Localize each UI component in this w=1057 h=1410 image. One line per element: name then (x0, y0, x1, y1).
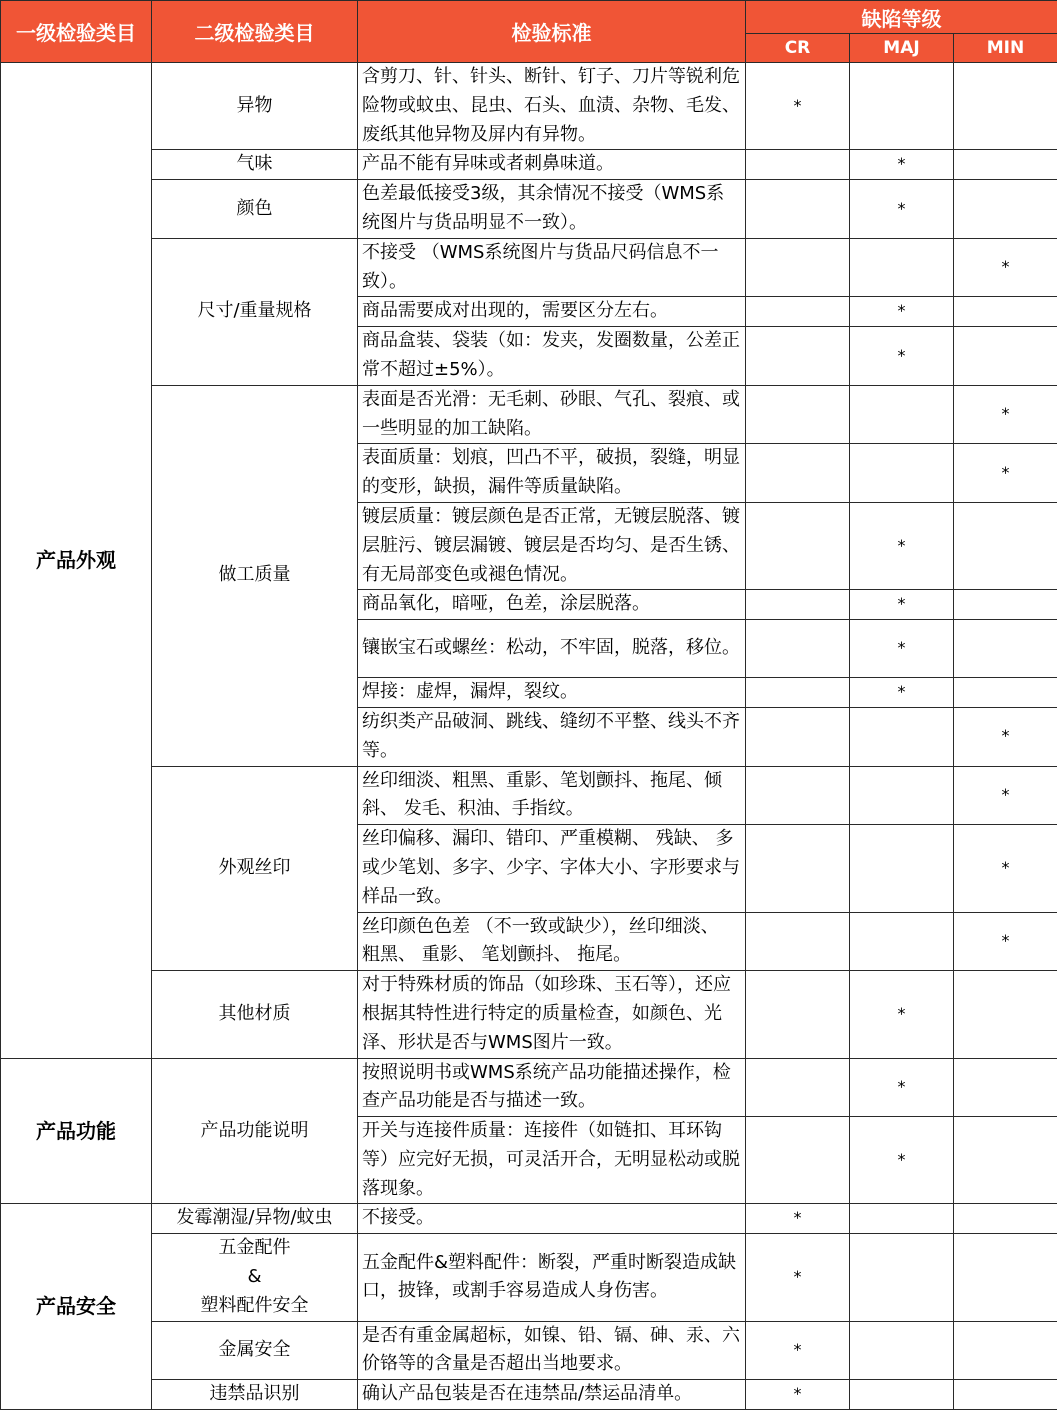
standard-text: 镶嵌宝石或螺丝：松动，不牢固，脱落，移位。 (358, 620, 746, 678)
table-row (1, 150, 1057, 180)
min-mark (954, 678, 1057, 708)
standard-text: 表面质量：划痕，凹凸不平，破损，裂缝，明显的变形，缺损，漏件等质量缺陷。 (358, 444, 746, 503)
cr-mark (746, 825, 850, 912)
table-row (1, 1204, 1057, 1234)
cr-mark (746, 385, 850, 444)
category-safety: 产品安全 (1, 1204, 152, 1410)
cr-mark (746, 678, 850, 708)
standard-text: 是否有重金属超标，如镍、铅、镉、砷、汞、六价铬等的含量是否超出当地要求。 (358, 1321, 746, 1380)
min-mark (954, 327, 1057, 386)
subcategory-color: 颜色 (152, 180, 358, 239)
cr-mark: * (746, 1234, 850, 1321)
table-row (1, 766, 1057, 825)
category-function: 产品功能 (1, 1058, 152, 1204)
subcategory-function-desc: 产品功能说明 (152, 1058, 358, 1204)
maj-mark (850, 1234, 954, 1321)
maj-mark (850, 1321, 954, 1380)
maj-mark: * (850, 678, 954, 708)
maj-mark (850, 385, 954, 444)
subcategory-line: & (152, 1263, 357, 1292)
cr-mark (746, 912, 850, 971)
standard-text: 商品氧化，暗哑，色差，涂层脱落。 (358, 590, 746, 620)
standard-text: 不接受 （WMS系统图片与货品尺码信息不一致）。 (358, 238, 746, 297)
subcategory-prohibited: 违禁品识别 (152, 1380, 358, 1410)
table-row (1, 1234, 1057, 1321)
header-level1: 一级检验类目 (1, 1, 152, 63)
cr-mark (746, 150, 850, 180)
standard-text: 镀层质量：镀层颜色是否正常，无镀层脱落、镀层脏污、镀层漏镀、镀层是否均匀、是否生锈、有无局部变色或褪色情况。 (358, 502, 746, 589)
maj-mark (850, 825, 954, 912)
min-mark (954, 1204, 1057, 1234)
subcategory-other-material: 其他材质 (152, 971, 358, 1058)
standard-text: 焊接：虚焊，漏焊，裂纹。 (358, 678, 746, 708)
min-mark (954, 1321, 1057, 1380)
cr-mark (746, 707, 850, 766)
maj-mark: * (850, 1058, 954, 1117)
maj-mark: * (850, 180, 954, 239)
maj-mark (850, 1380, 954, 1410)
min-mark (954, 590, 1057, 620)
header-min: MIN (954, 34, 1057, 63)
subcategory-smell: 气味 (152, 150, 358, 180)
cr-mark: * (746, 1204, 850, 1234)
cr-mark: * (746, 1321, 850, 1380)
min-mark (954, 297, 1057, 327)
subcategory-line: 塑料配件安全 (152, 1292, 357, 1321)
min-mark (954, 63, 1057, 150)
cr-mark: * (746, 1380, 850, 1410)
standard-text: 表面是否光滑：无毛刺、砂眼、气孔、裂痕、或一些明显的加工缺陷。 (358, 385, 746, 444)
maj-mark: * (850, 297, 954, 327)
subcategory-workmanship: 做工质量 (152, 385, 358, 766)
subcategory-foreign: 异物 (152, 63, 358, 150)
min-mark (954, 502, 1057, 589)
maj-mark (850, 238, 954, 297)
maj-mark (850, 707, 954, 766)
standard-text: 不接受。 (358, 1204, 746, 1234)
table-row (1, 1380, 1057, 1410)
min-mark: * (954, 385, 1057, 444)
standard-text: 纺织类产品破洞、跳线、缝纫不平整、线头不齐等。 (358, 707, 746, 766)
cr-mark (746, 620, 850, 678)
standard-text: 商品盒装、袋装（如：发夹，发圈数量，公差正常不超过±5%）。 (358, 327, 746, 386)
min-mark: * (954, 766, 1057, 825)
cr-mark (746, 502, 850, 589)
min-mark (954, 971, 1057, 1058)
standard-text: 五金配件&塑料配件：断裂，严重时断裂造成缺口，披锋，或割手容易造成人身伤害。 (358, 1234, 746, 1321)
maj-mark (850, 1204, 954, 1234)
maj-mark: * (850, 150, 954, 180)
standard-text: 商品需要成对出现的，需要区分左右。 (358, 297, 746, 327)
table-row (1, 238, 1057, 297)
header-defect-level: 缺陷等级 (746, 1, 1057, 34)
maj-mark (850, 912, 954, 971)
header-standard: 检验标准 (358, 1, 746, 63)
subcategory-print: 外观丝印 (152, 766, 358, 971)
table-row (1, 1321, 1057, 1380)
subcategory-line: 五金配件 (152, 1234, 357, 1263)
standard-text: 开关与连接件质量：连接件（如链扣、耳环钩等）应完好无损，可灵活开合，无明显松动或脱落现象。 (358, 1117, 746, 1204)
maj-mark: * (850, 1117, 954, 1204)
standard-text: 按照说明书或WMS系统产品功能描述操作，检查产品功能是否与描述一致。 (358, 1058, 746, 1117)
standard-text: 产品不能有异味或者刺鼻味道。 (358, 150, 746, 180)
subcategory-metal: 金属安全 (152, 1321, 358, 1380)
min-mark (954, 180, 1057, 239)
header-cr: CR (746, 34, 850, 63)
maj-mark: * (850, 971, 954, 1058)
standard-text: 丝印偏移、漏印、错印、严重模糊、 残缺、 多或少笔划、多字、少字、字体大小、字形要求与样品一致。 (358, 825, 746, 912)
header-maj: MAJ (850, 34, 954, 63)
maj-mark: * (850, 620, 954, 678)
table-row (1, 971, 1057, 1058)
min-mark (954, 620, 1057, 678)
min-mark: * (954, 912, 1057, 971)
cr-mark (746, 1058, 850, 1117)
cr-mark (746, 1117, 850, 1204)
standard-text: 丝印细淡、粗黑、重影、笔划颤抖、拖尾、倾斜、 发毛、积油、手指纹。 (358, 766, 746, 825)
subcategory-size: 尺寸/重量规格 (152, 238, 358, 385)
standard-text: 确认产品包装是否在违禁品/禁运品清单。 (358, 1380, 746, 1410)
min-mark: * (954, 444, 1057, 503)
maj-mark: * (850, 327, 954, 386)
standard-text: 含剪刀、针、针头、断针、钉子、刀片等锐利危险物或蚊虫、昆虫、石头、血渍、杂物、毛发、废纸其他异物及屏内有异物。 (358, 63, 746, 150)
subcategory-mold: 发霉潮湿/异物/蚊虫 (152, 1204, 358, 1234)
maj-mark (850, 444, 954, 503)
min-mark (954, 1058, 1057, 1117)
header-level2: 二级检验类目 (152, 1, 358, 63)
table-row (1, 180, 1057, 239)
min-mark (954, 1117, 1057, 1204)
maj-mark (850, 63, 954, 150)
table-row (1, 1058, 1057, 1117)
cr-mark (746, 297, 850, 327)
maj-mark (850, 766, 954, 825)
min-mark (954, 1380, 1057, 1410)
cr-mark (746, 766, 850, 825)
min-mark: * (954, 825, 1057, 912)
min-mark (954, 150, 1057, 180)
cr-mark (746, 327, 850, 386)
maj-mark: * (850, 590, 954, 620)
cr-mark (746, 238, 850, 297)
min-mark (954, 1234, 1057, 1321)
cr-mark: * (746, 63, 850, 150)
standard-text: 对于特殊材质的饰品（如珍珠、玉石等），还应根据其特性进行特定的质量检查，如颜色、光泽、形状是否与WMS图片一致。 (358, 971, 746, 1058)
subcategory-hardware-plastic (152, 1234, 358, 1321)
min-mark: * (954, 707, 1057, 766)
cr-mark (746, 971, 850, 1058)
category-appearance: 产品外观 (1, 63, 152, 1059)
standard-text: 丝印颜色色差 （不一致或缺少），丝印细淡、 粗黑、 重影、 笔划颤抖、 拖尾。 (358, 912, 746, 971)
cr-mark (746, 590, 850, 620)
table-row (1, 63, 1057, 150)
min-mark: * (954, 238, 1057, 297)
maj-mark: * (850, 502, 954, 589)
cr-mark (746, 444, 850, 503)
table-row (1, 385, 1057, 444)
standard-text: 色差最低接受3级，其余情况不接受（WMS系统图片与货品明显不一致）。 (358, 180, 746, 239)
cr-mark (746, 180, 850, 239)
